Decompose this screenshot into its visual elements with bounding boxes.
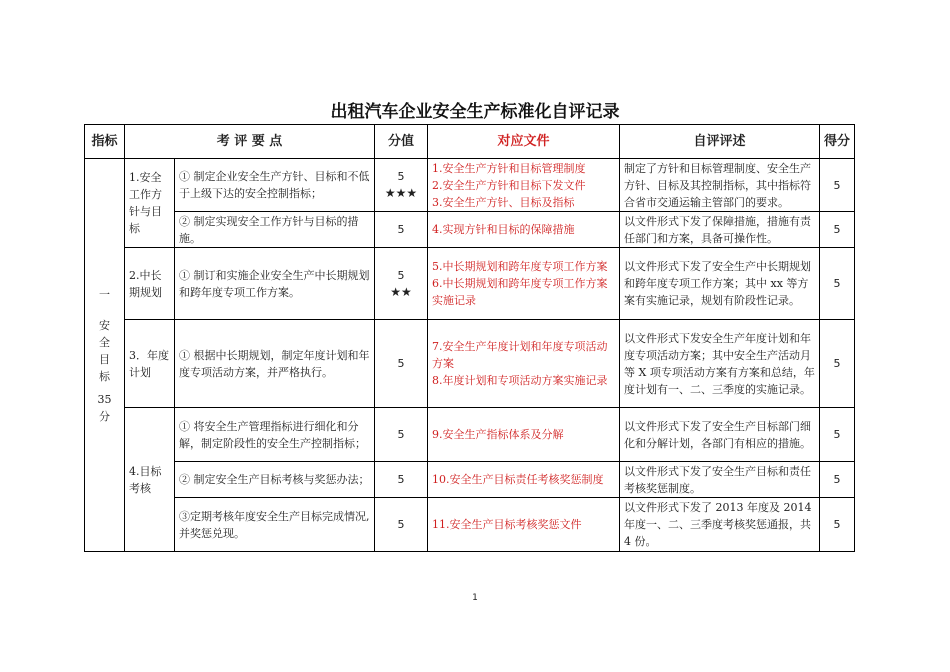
doc-item: 10.安全生产目标责任考核奖惩制度 [432, 473, 604, 486]
doc-item: 11.安全生产目标考核奖惩文件 [432, 518, 582, 531]
evaluation-point: ① 根据中长期规划，制定年度计划和年度专项活动方案，并严格执行。 [175, 320, 375, 408]
self-eval-text: 以文件形式下发了安全生产中长期规划和跨年度专项工作方案；其中 xx 等方案有实施记录，规划有阶段性记录。 [620, 248, 820, 320]
docs-cell [428, 248, 620, 320]
table-header-row [85, 125, 855, 159]
sub-indicator: 3．年度计划 [125, 320, 175, 408]
doc-item: 8.年度计划和专项活动方案实施记录 [432, 374, 608, 387]
value-number: 5 [397, 268, 405, 282]
value-cell: 5 [375, 462, 428, 498]
value-cell: 5 [375, 408, 428, 462]
evaluation-point: ③定期考核年度安全生产目标完成情况,并奖惩兑现。 [175, 498, 375, 552]
doc-item: 6.中长期规划和跨年度专项工作方案实施记录 [432, 277, 608, 307]
docs-cell [428, 498, 620, 552]
value-cell: 5 [375, 212, 428, 248]
value-cell [375, 159, 428, 212]
docs-cell [428, 408, 620, 462]
self-eval-text: 制定了方针和目标管理制度、安全生产方针、目标及其控制指标，其中指标符合省市交通运输主管部门的要求。 [620, 159, 820, 212]
table-row [85, 498, 855, 552]
doc-item: 3.安全生产方针、目标及指标 [432, 195, 575, 209]
evaluation-point: ② 制定安全生产目标考核与奖惩办法； [175, 462, 375, 498]
score-cell: 5 [820, 248, 855, 320]
table-row [85, 462, 855, 498]
evaluation-table [84, 124, 855, 552]
score-cell: 5 [820, 320, 855, 408]
value-cell: 5 [375, 498, 428, 552]
category-number: 一 [99, 287, 110, 301]
table-row [85, 320, 855, 408]
category-points: 35 [97, 392, 112, 406]
header-docs: 对应文件 [428, 125, 620, 159]
sub-indicator: 4.目标考核 [125, 408, 175, 552]
header-points: 考 评 要 点 [125, 125, 375, 159]
header-index: 指标 [85, 125, 125, 159]
star-rating: ★★ [390, 284, 412, 299]
self-eval-text: 以文件形式下发了安全生产目标和责任考核奖惩制度。 [620, 462, 820, 498]
doc-item: 2.安全生产方针和目标下发文件 [432, 178, 586, 192]
table-row [85, 248, 855, 320]
score-cell: 5 [820, 408, 855, 462]
docs-cell [428, 320, 620, 408]
doc-item: 7.安全生产年度计划和年度专项活动方案 [432, 340, 608, 370]
category-name-char: 标 [99, 369, 110, 383]
sub-indicator: 1.安全工作方针与目标 [125, 159, 175, 248]
category-name-char: 目 [99, 352, 110, 366]
score-cell: 5 [820, 498, 855, 552]
self-eval-text: 以文件形式下发了保障措施，措施有责任部门和方案，具备可操作性。 [620, 212, 820, 248]
score-cell: 5 [820, 159, 855, 212]
docs-cell [428, 212, 620, 248]
sub-indicator: 2.中长期规划 [125, 248, 175, 320]
doc-item: 1.安全生产方针和目标管理制度 [432, 161, 586, 175]
category-cell [85, 159, 125, 552]
table-row [85, 408, 855, 462]
evaluation-point: ① 制订和实施企业安全生产中长期规划和跨年度专项工作方案。 [175, 248, 375, 320]
star-rating: ★★★ [384, 186, 418, 200]
category-unit: 分 [99, 409, 110, 423]
header-self-eval: 自评评述 [620, 125, 820, 159]
docs-cell [428, 159, 620, 212]
evaluation-point: ② 制定实现安全工作方针与目标的措施。 [175, 212, 375, 248]
docs-cell [428, 462, 620, 498]
doc-item: 5.中长期规划和跨年度专项工作方案 [432, 260, 608, 273]
category-name-char: 全 [99, 335, 110, 349]
category-name-char: 安 [99, 318, 110, 332]
doc-item: 9.安全生产指标体系及分解 [432, 428, 564, 441]
header-value: 分值 [375, 125, 428, 159]
self-eval-text: 以文件形式下发了 2013 年度及 2014 年度一、二、三季度考核奖惩通报，共 4 份。 [620, 498, 820, 552]
table-row [85, 212, 855, 248]
value-number: 5 [397, 170, 405, 183]
value-cell [375, 248, 428, 320]
evaluation-point: ① 将安全生产管理指标进行细化和分解，制定阶段性的安全生产控制指标； [175, 408, 375, 462]
evaluation-point: ① 制定企业安全生产方针、目标和不低于上级下达的安全控制指标； [175, 159, 375, 212]
self-eval-text: 以文件形式下发安全生产年度计划和年度专项活动方案；其中安全生产活动月等 X 项专项活动方案有方案和总结，年度计划有一、二、三季度的实施记录。 [620, 320, 820, 408]
self-eval-text: 以文件形式下发了安全生产目标部门细化和分解计划，各部门有相应的措施。 [620, 408, 820, 462]
table-row [85, 159, 855, 212]
score-cell: 5 [820, 462, 855, 498]
document-title: 出租汽车企业安全生产标准化自评记录 [330, 102, 620, 122]
header-score: 得分 [820, 125, 855, 159]
page-number: 1 [472, 593, 478, 603]
score-cell: 5 [820, 212, 855, 248]
doc-item: 4.实现方针和目标的保障措施 [432, 223, 575, 236]
value-cell: 5 [375, 320, 428, 408]
